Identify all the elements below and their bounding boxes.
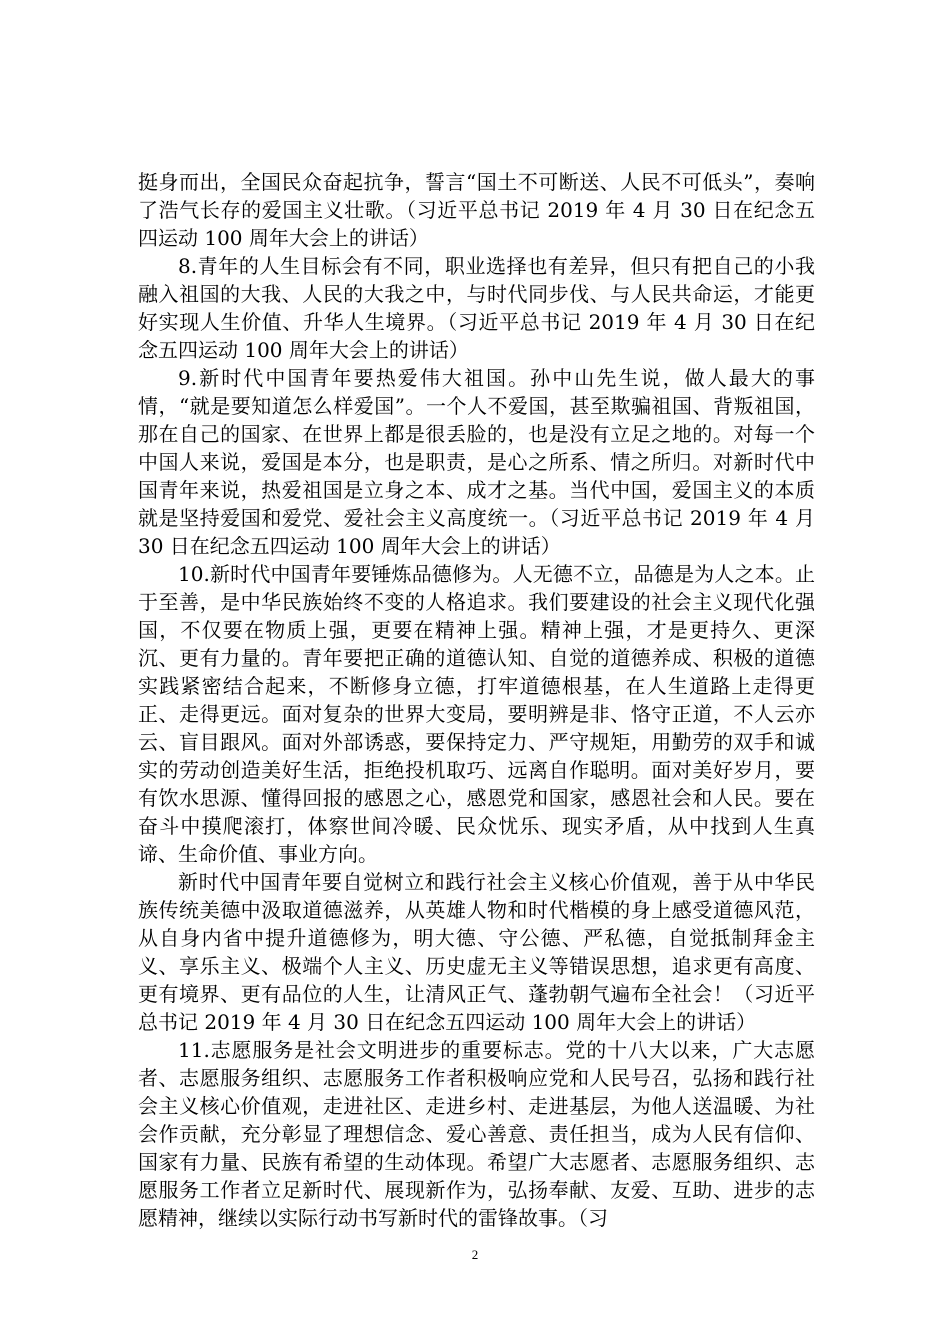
paragraph-4: 10.新时代中国青年要锤炼品德修为。人无德不立，品德是为人之本。止于至善，是中华民族始终不变的人格追求。我们要建设的社会主义现代化强国，不仅要在物质上强，更要在精神上强。精神上强，才是更持久、更深沉、更有力量的。青年要把正确的道德认知、自觉的道德养成、积极的道德实践紧密结合起来，不断修身立德，打牢道德根基，在人生道路上走得更正、走得更远。面对复杂的世界大变局，要明辨是非、恪守正道，不人云亦云、盲目跟风。面对外部诱惑，要保持定力、严守规矩，用勤劳的双手和诚实的劳动创造美好生活，拒绝投机取巧、远离自作聪明。面对美好岁月，要有饮水思源、懂得回报的感恩之心，感恩党和国家，感恩社会和人民。要在奋斗中摸爬滚打，体察世间冷暖、民众忧乐、现实矛盾，从中找到人生真谛、生命价值、事业方向。 bbox=[138, 562, 815, 866]
body-text bbox=[138, 168, 815, 1232]
paragraph-1: 挺身而出，全国民众奋起抗争，誓言“国土不可断送、人民不可低头”，奏响了浩气长存的爱国主义壮歌。（习近平总书记 2019 年 4 月 30 日在纪念五四运动 100 周年大会上的讲话） bbox=[138, 170, 815, 250]
paragraph-3: 9.新时代中国青年要热爱伟大祖国。孙中山先生说，做人最大的事情，“就是要知道怎么样爱国”。一个人不爱国，甚至欺骗祖国、背叛祖国，那在自己的国家、在世界上都是很丢脸的，也是没有立足之地的。对每一个中国人来说，爱国是本分，也是职责，是心之所系、情之所归。对新时代中国青年来说，热爱祖国是立身之本、成才之基。当代中国，爱国主义的本质就是坚持爱国和爱党、爱社会主义高度统一。（习近平总书记 2019 年 4 月 30 日在纪念五四运动 100 周年大会上的讲话） bbox=[138, 366, 815, 558]
paragraph-6: 11.志愿服务是社会文明进步的重要标志。党的十八大以来，广大志愿者、志愿服务组织、志愿服务工作者积极响应党和人民号召，弘扬和践行社会主义核心价值观，走进社区、走进乡村、走进基层，为他人送温暖、为社会作贡献，充分彰显了理想信念、爱心善意、责任担当，成为人民有信仰、国家有力量、民族有希望的生动体现。希望广大志愿者、志愿服务组织、志愿服务工作者立足新时代、展现新作为，弘扬奉献、友爱、互助、进步的志愿精神，继续以实际行动书写新时代的雷锋故事。（习 bbox=[138, 1038, 815, 1230]
page-number: 2 bbox=[471, 1247, 479, 1262]
paragraph-2: 8.青年的人生目标会有不同，职业选择也有差异，但只有把自己的小我融入祖国的大我、人民的大我之中，与时代同步伐、与人民共命运，才能更好实现人生价值、升华人生境界。（习近平总书记 2019 年 4 月 30 日在纪念五四运动 100 周年大会上的讲话） bbox=[138, 254, 815, 362]
paragraph-5: 新时代中国青年要自觉树立和践行社会主义核心价值观，善于从中华民族传统美德中汲取道德滋养，从英雄人物和时代楷模的身上感受道德风范，从自身内省中提升道德修为，明大德、守公德、严私德，自觉抵制拜金主义、享乐主义、极端个人主义、历史虚无主义等错误思想，追求更有高度、更有境界、更有品位的人生，让清风正气、蓬勃朝气遍布全社会！（习近平总书记 2019 年 4 月 30 日在纪念五四运动 100 周年大会上的讲话） bbox=[138, 870, 815, 1034]
